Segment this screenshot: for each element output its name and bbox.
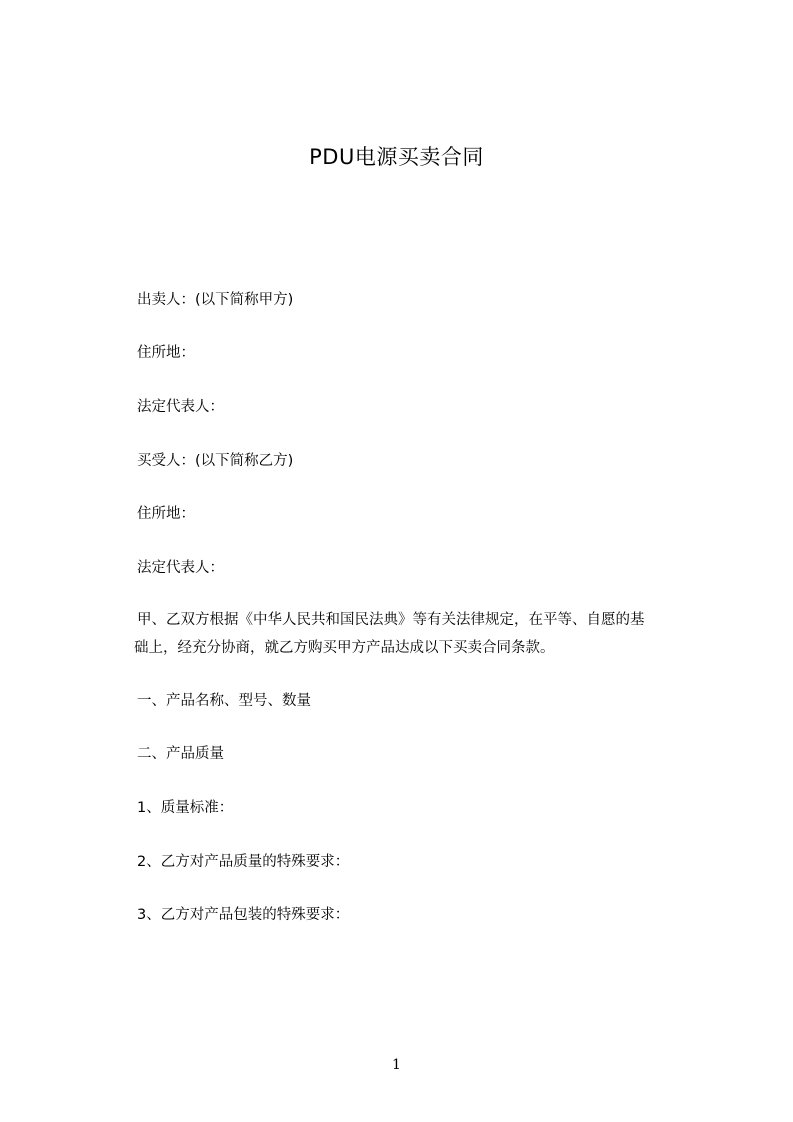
document-title: PDU电源买卖合同 [309, 145, 484, 169]
quality-item-3: 3、乙方对产品包装的特殊要求： [137, 907, 350, 923]
buyer-line: 买受人：(以下简称乙方) [137, 453, 294, 469]
preamble-line-2: 础上，经充分协商，就乙方购买甲方产品达成以下买卖合同条款。 [134, 640, 555, 656]
buyer-address-line: 住所地： [137, 506, 195, 522]
page-number: 1 [392, 1057, 401, 1073]
quality-item-2: 2、乙方对产品质量的特殊要求： [137, 854, 350, 870]
seller-address-line: 住所地： [137, 345, 195, 361]
seller-representative-line: 法定代表人： [137, 399, 224, 415]
seller-line: 出卖人：(以下简称甲方) [137, 292, 294, 308]
preamble-line-1: 甲、乙双方根据《中华人民共和国民法典》等有关法律规定，在平等、自愿的基 [137, 612, 645, 628]
quality-item-1: 1、质量标准： [137, 800, 234, 816]
preamble-paragraph [134, 606, 707, 662]
section-heading-products: 一、产品名称、型号、数量 [137, 693, 311, 709]
buyer-representative-line: 法定代表人： [137, 560, 224, 576]
section-heading-quality: 二、产品质量 [137, 746, 224, 762]
